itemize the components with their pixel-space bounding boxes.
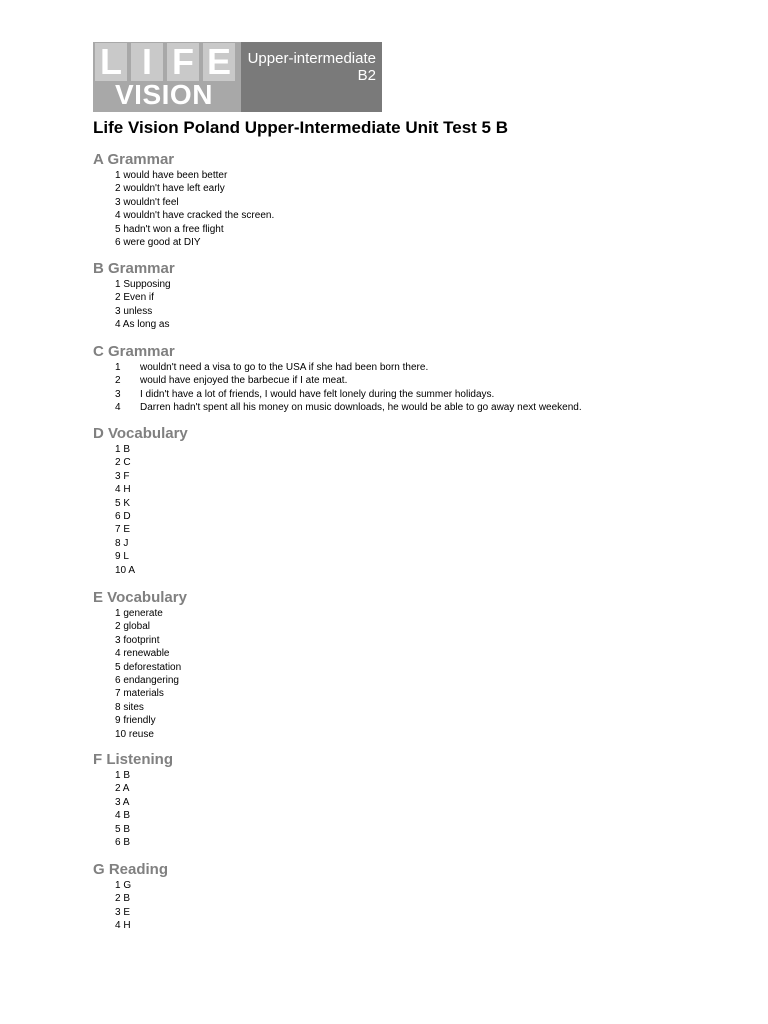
answer-number: 2 xyxy=(115,375,121,387)
logo-mark xyxy=(93,42,241,112)
logo-letter-l: L xyxy=(95,43,127,81)
answer-text: I didn't have a lot of friends, I would have felt lonely during the summer holidays. xyxy=(140,388,495,400)
level-label xyxy=(248,50,376,84)
answer-text: wouldn't need a visa to go to the USA if she had been born there. xyxy=(140,362,429,373)
answer-item: 2 A xyxy=(115,783,130,795)
answer-item xyxy=(115,401,582,414)
answer-item: 1 B xyxy=(115,444,131,455)
answer-item: 5 deforestation xyxy=(115,661,182,673)
answer-item: 3 A xyxy=(115,796,130,808)
answer-item: 9 L xyxy=(115,551,129,563)
answer-item: 1 generate xyxy=(115,608,163,619)
answer-item: 10 reuse xyxy=(115,728,154,740)
answer-list xyxy=(93,769,173,849)
answer-list xyxy=(93,169,274,249)
answer-item: 7 E xyxy=(115,524,131,536)
logo-vision-text: VISION xyxy=(115,79,213,110)
answer-item: 10 A xyxy=(115,564,136,576)
level-line-1: Upper-intermediate xyxy=(247,50,376,67)
life-vision-logo xyxy=(93,42,382,112)
answer-list xyxy=(93,443,188,577)
section-f-listening xyxy=(93,751,173,849)
answer-item: 3 wouldn't feel xyxy=(115,196,179,208)
section-heading: A Grammar xyxy=(93,151,175,168)
answer-item: 5 B xyxy=(115,823,131,835)
answer-number: 1 xyxy=(115,362,121,373)
section-heading: G Reading xyxy=(93,861,169,878)
answer-item: 6 endangering xyxy=(115,674,179,686)
section-heading: F Listening xyxy=(93,751,173,768)
answer-item: 4 renewable xyxy=(115,648,170,660)
section-a-grammar xyxy=(93,151,274,249)
answer-number: 4 xyxy=(115,402,121,414)
answer-item: 2 Even if xyxy=(115,292,154,304)
section-e-vocabulary xyxy=(93,589,187,741)
answer-item: 3 footprint xyxy=(115,634,160,646)
answer-item: 3 unless xyxy=(115,305,153,317)
answer-item: 9 friendly xyxy=(115,715,156,727)
answer-item: 4 H xyxy=(115,920,131,932)
answer-item xyxy=(115,388,582,401)
answer-item: 5 hadn't won a free flight xyxy=(115,223,224,235)
answer-item: 2 B xyxy=(115,893,131,905)
answer-item: 2 C xyxy=(115,457,131,469)
section-b-grammar xyxy=(93,260,175,332)
section-g-reading xyxy=(93,861,168,933)
answer-list xyxy=(93,361,582,415)
answer-item: 3 F xyxy=(115,470,130,482)
logo-letter-e: E xyxy=(203,43,235,81)
answer-item: 5 K xyxy=(115,497,131,509)
answer-item: 1 G xyxy=(115,880,132,891)
answer-item: 2 wouldn't have left early xyxy=(115,183,225,195)
answer-item: 1 Supposing xyxy=(115,279,171,290)
section-heading: B Grammar xyxy=(93,260,175,277)
answer-item: 4 B xyxy=(115,810,131,822)
logo-letter-f: F xyxy=(167,43,199,81)
answer-item: 8 sites xyxy=(115,701,144,713)
answer-item: 6 were good at DIY xyxy=(115,236,201,248)
section-d-vocabulary xyxy=(93,425,188,577)
answer-item: 6 B xyxy=(115,836,131,848)
answer-item: 6 D xyxy=(115,510,131,522)
section-heading: E Vocabulary xyxy=(93,589,187,606)
page-title: Life Vision Poland Upper-Intermediate Unit Test 5 B xyxy=(93,118,508,137)
answer-text: Darren hadn't spent all his money on music downloads, he would be able to go away next weekend. xyxy=(140,402,582,414)
answer-list xyxy=(93,607,187,741)
answer-item: 8 J xyxy=(115,537,129,549)
answer-list xyxy=(93,278,175,332)
answer-item: 3 E xyxy=(115,906,131,918)
answer-item: 4 As long as xyxy=(115,319,170,331)
answer-list xyxy=(93,879,168,933)
level-line-2: B2 xyxy=(357,67,376,84)
answer-item: 7 materials xyxy=(115,688,164,700)
answer-item: 4 wouldn't have cracked the screen. xyxy=(115,210,275,222)
section-heading: D Vocabulary xyxy=(93,425,188,442)
section-c-grammar xyxy=(93,343,582,415)
answer-number: 3 xyxy=(115,388,121,400)
answer-item: 4 H xyxy=(115,484,131,496)
answer-item: 1 B xyxy=(115,770,131,781)
answer-item: 1 would have been better xyxy=(115,170,228,181)
section-heading: C Grammar xyxy=(93,343,175,360)
answer-item xyxy=(115,361,582,374)
answer-item: 2 global xyxy=(115,621,151,633)
logo-letter-i: I xyxy=(131,43,163,81)
answer-item xyxy=(115,374,582,387)
answer-text: would have enjoyed the barbecue if I ate meat. xyxy=(140,375,348,387)
